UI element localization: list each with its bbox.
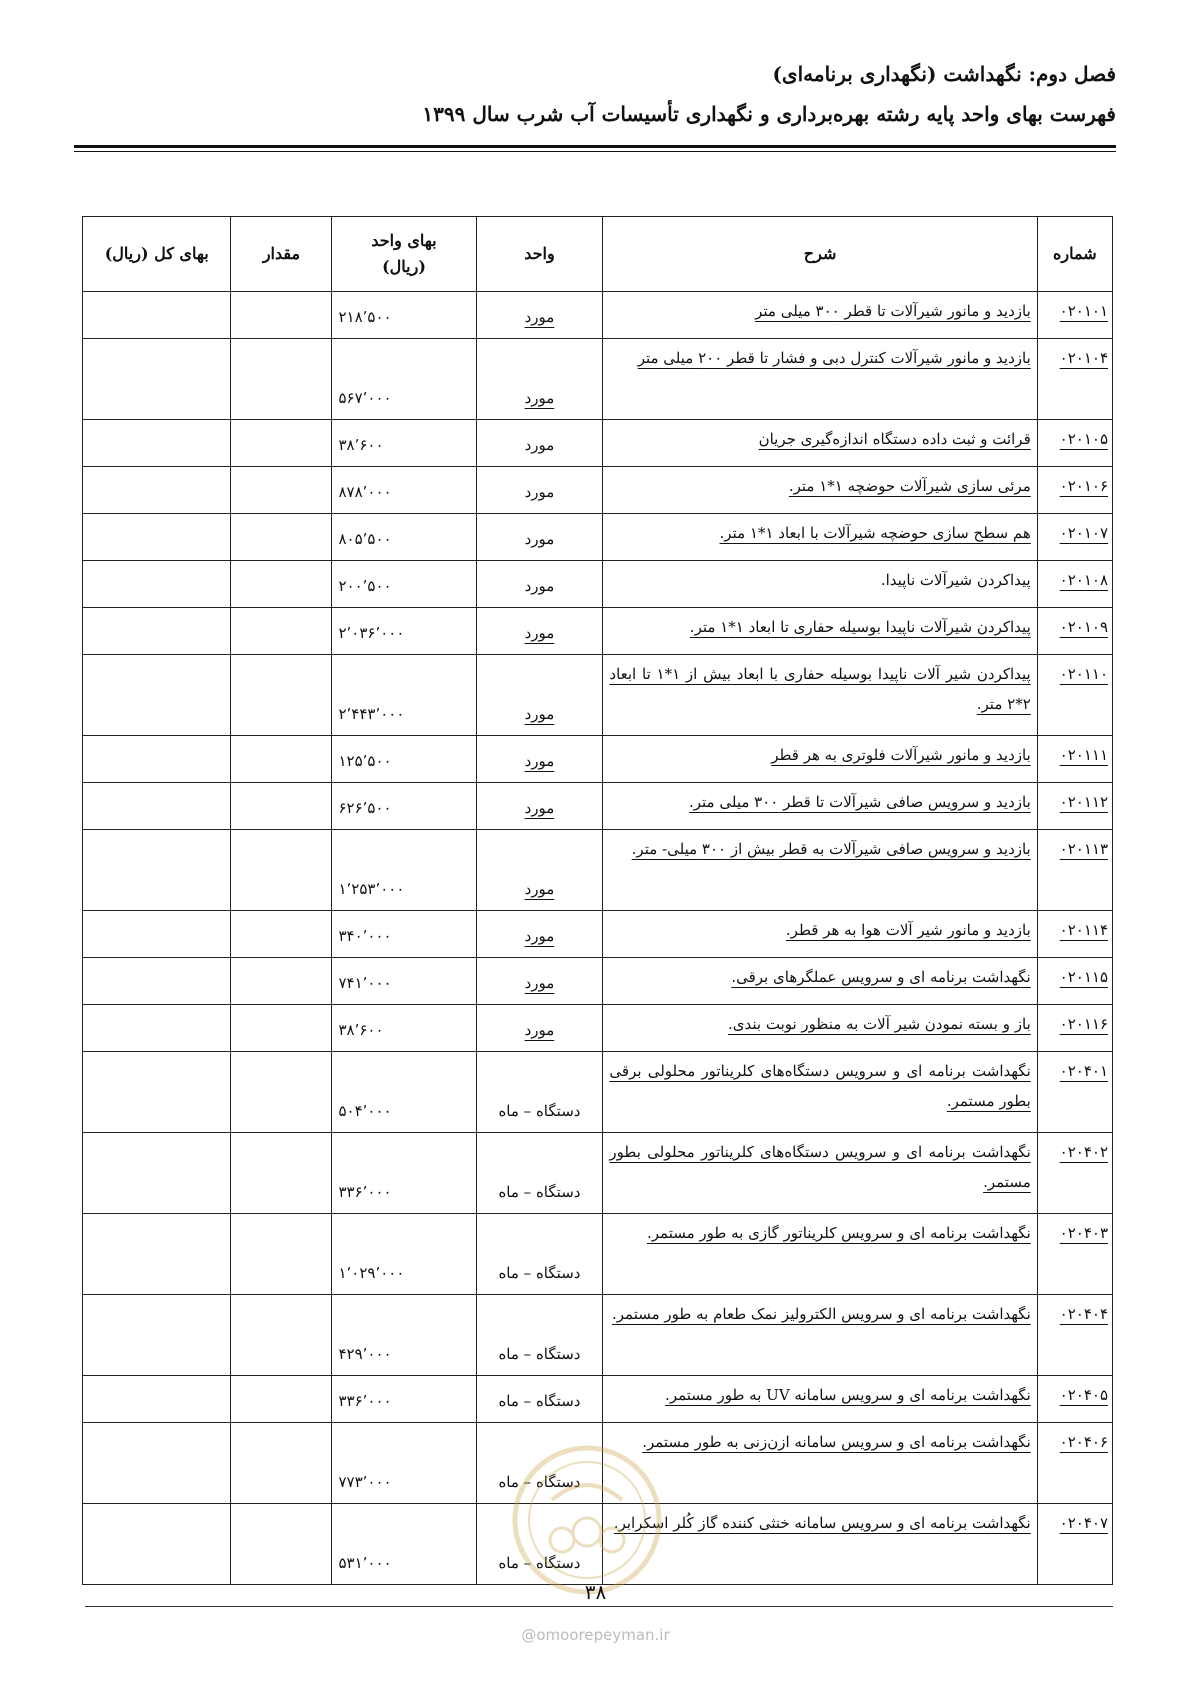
item-quantity <box>231 561 332 608</box>
item-unit-price: ۵۶۷٬۰۰۰ <box>332 339 476 420</box>
table-row <box>83 958 1113 1005</box>
item-unit: مورد <box>524 436 555 454</box>
item-quantity <box>231 1005 332 1052</box>
item-quantity <box>231 736 332 783</box>
table-row <box>83 783 1113 830</box>
item-unit-price: ۲۰۰٬۵۰۰ <box>332 561 476 608</box>
item-code: ۰۲۰۴۰۳ <box>1059 1224 1108 1242</box>
item-unit-price: ۸۷۸٬۰۰۰ <box>332 467 476 514</box>
item-description: بازدید و مانور شیرآلات کنترل دبی و فشار تا قطر ۲۰۰ میلی متر <box>637 349 1031 367</box>
item-unit: مورد <box>524 624 555 642</box>
item-code: ۰۲۰۴۰۷ <box>1059 1514 1108 1532</box>
item-unit-price: ۱٬۰۲۹٬۰۰۰ <box>332 1214 476 1295</box>
table-row <box>83 655 1113 736</box>
item-total <box>83 339 231 420</box>
item-unit: مورد <box>524 530 555 548</box>
item-description: نگهداشت برنامه ای و سرویس دستگاه‌های کلریناتور محلولی بطور مستمر. <box>609 1143 1031 1191</box>
item-unit: مورد <box>524 308 555 326</box>
item-total <box>83 1295 231 1376</box>
item-unit-price: ۳۳۶٬۰۰۰ <box>332 1376 476 1423</box>
item-description: نگهداشت برنامه ای و سرویس عملگرهای برقی. <box>731 968 1031 986</box>
header-unit-price-currency: (ریال) <box>382 257 426 276</box>
header-description: شرح <box>603 217 1037 292</box>
item-quantity <box>231 911 332 958</box>
item-unit-price: ۷۴۱٬۰۰۰ <box>332 958 476 1005</box>
table-row <box>83 1295 1113 1376</box>
item-total <box>83 292 231 339</box>
item-description: نگهداشت برنامه ای و سرویس سامانه ازن‌زنی به طور مستمر. <box>642 1433 1031 1451</box>
item-code: ۰۲۰۱۰۹ <box>1059 618 1108 636</box>
item-quantity <box>231 1295 332 1376</box>
item-code: ۰۲۰۱۱۱ <box>1059 746 1108 764</box>
table-row <box>83 830 1113 911</box>
page-header <box>74 62 1116 126</box>
item-unit-price: ۳۸٬۶۰۰ <box>332 420 476 467</box>
item-code: ۰۲۰۴۰۲ <box>1059 1143 1108 1161</box>
item-unit: مورد <box>524 974 555 992</box>
item-unit: مورد <box>524 1021 555 1039</box>
item-code: ۰۲۰۱۱۴ <box>1059 921 1108 939</box>
header-quantity: مقدار <box>231 217 332 292</box>
item-code: ۰۲۰۱۰۸ <box>1059 571 1108 589</box>
item-unit: دستگاه – ماه <box>498 1183 581 1201</box>
item-unit: مورد <box>524 880 555 898</box>
item-unit-price: ۱٬۲۵۳٬۰۰۰ <box>332 830 476 911</box>
item-unit-price: ۳۸٬۶۰۰ <box>332 1005 476 1052</box>
item-unit-price: ۳۴۰٬۰۰۰ <box>332 911 476 958</box>
item-description: پیداکردن شیرآلات ناپیدا بوسیله حفاری تا ابعاد ۱*۱ متر. <box>689 618 1031 636</box>
item-code: ۰۲۰۱۱۰ <box>1059 665 1108 683</box>
item-quantity <box>231 830 332 911</box>
watermark-seal-icon <box>507 1440 667 1600</box>
table-row <box>83 911 1113 958</box>
header-total-price: بهای کل (ریال) <box>83 217 231 292</box>
item-unit-price: ۲٬۰۳۶٬۰۰۰ <box>332 608 476 655</box>
site-url-watermark: @omoorepeyman.ir <box>521 1626 670 1644</box>
item-code: ۰۲۰۴۰۵ <box>1059 1386 1108 1404</box>
item-quantity <box>231 1504 332 1585</box>
item-code: ۰۲۰۱۱۵ <box>1059 968 1108 986</box>
item-quantity <box>231 339 332 420</box>
item-quantity <box>231 420 332 467</box>
table-row <box>83 1005 1113 1052</box>
item-unit-price: ۸۰۵٬۵۰۰ <box>332 514 476 561</box>
item-description: پیداکردن شیر آلات ناپیدا بوسیله حفاری با ابعاد بیش از ۱*۱ تا ابعاد ۲*۲ متر. <box>609 665 1031 713</box>
item-quantity <box>231 958 332 1005</box>
item-total <box>83 514 231 561</box>
item-total <box>83 1504 231 1585</box>
item-unit-price: ۲٬۴۴۳٬۰۰۰ <box>332 655 476 736</box>
item-code: ۰۲۰۱۰۴ <box>1059 349 1108 367</box>
table-header-row <box>83 217 1113 292</box>
table-row <box>83 467 1113 514</box>
item-code: ۰۲۰۱۰۵ <box>1059 430 1108 448</box>
header-rule-thin <box>74 151 1116 152</box>
item-total <box>83 1214 231 1295</box>
table-row <box>83 1376 1113 1423</box>
item-quantity <box>231 467 332 514</box>
document-title: فهرست بهای واحد پایه رشته بهره‌برداری و نگهداری تأسیسات آب شرب سال ۱۳۹۹ <box>422 102 1116 126</box>
item-quantity <box>231 1133 332 1214</box>
item-description: نگهداشت برنامه ای و سرویس سامانه UV به طور مستمر. <box>665 1386 1031 1404</box>
header-rule-thick <box>74 145 1116 148</box>
chapter-title: فصل دوم: نگهداشت (نگهداری برنامه‌ای) <box>772 62 1116 86</box>
item-quantity <box>231 655 332 736</box>
item-total <box>83 1052 231 1133</box>
item-quantity <box>231 1423 332 1504</box>
item-code: ۰۲۰۴۰۱ <box>1059 1062 1108 1080</box>
item-code: ۰۲۰۱۱۶ <box>1059 1015 1108 1033</box>
item-total <box>83 830 231 911</box>
table-row <box>83 292 1113 339</box>
header-code: شماره <box>1037 217 1112 292</box>
item-code: ۰۲۰۱۱۲ <box>1059 793 1108 811</box>
item-total <box>83 783 231 830</box>
item-description: نگهداشت برنامه ای و سرویس سامانه خنثی کننده گاز کُلر اسکرابر. <box>613 1514 1031 1532</box>
item-description: بازدید و سرویس صافی شیرآلات به قطر بیش از ۳۰۰ میلی- متر. <box>631 840 1031 858</box>
item-total <box>83 958 231 1005</box>
table-row <box>83 420 1113 467</box>
item-unit: مورد <box>524 752 555 770</box>
item-total <box>83 420 231 467</box>
item-description: قرائت و ثبت داده دستگاه اندازه‌گیری جریان <box>758 430 1031 448</box>
item-code: ۰۲۰۱۱۳ <box>1059 840 1108 858</box>
item-unit: دستگاه – ماه <box>498 1102 581 1120</box>
item-total <box>83 911 231 958</box>
table-row <box>83 1052 1113 1133</box>
item-quantity <box>231 1052 332 1133</box>
item-description: پیداکردن شیرآلات ناپیدا. <box>880 571 1031 589</box>
table-row <box>83 608 1113 655</box>
item-unit: دستگاه – ماه <box>498 1554 581 1572</box>
item-total <box>83 1005 231 1052</box>
item-quantity <box>231 514 332 561</box>
item-unit-price: ۴۲۹٬۰۰۰ <box>332 1295 476 1376</box>
item-code: ۰۲۰۴۰۴ <box>1059 1305 1108 1323</box>
item-unit-price: ۳۳۶٬۰۰۰ <box>332 1133 476 1214</box>
item-unit: دستگاه – ماه <box>498 1392 581 1410</box>
header-unit-price <box>332 217 476 292</box>
table-row <box>83 514 1113 561</box>
item-description: هم سطح سازی حوضچه شیرآلات با ابعاد ۱*۱ متر. <box>719 524 1031 542</box>
item-description: بازدید و مانور شیر آلات هوا به هر قطر. <box>785 921 1031 939</box>
item-unit: دستگاه – ماه <box>498 1345 581 1363</box>
table-row <box>83 1214 1113 1295</box>
item-description: باز و بسته نمودن شیر آلات به منظور نوبت بندی. <box>727 1015 1031 1033</box>
item-description: بازدید و مانور شیرآلات فلوتری به هر قطر <box>771 746 1031 764</box>
item-unit-price: ۵۳۱٬۰۰۰ <box>332 1504 476 1585</box>
item-unit-price: ۵۰۴٬۰۰۰ <box>332 1052 476 1133</box>
item-code: ۰۲۰۱۰۱ <box>1059 302 1108 320</box>
header-unit-price-label: بهای واحد <box>371 231 437 251</box>
item-description: نگهداشت برنامه ای و سرویس کلریناتور گازی به طور مستمر. <box>646 1224 1031 1242</box>
item-total <box>83 1376 231 1423</box>
item-quantity <box>231 608 332 655</box>
price-table <box>82 216 1113 1585</box>
item-description: بازدید و سرویس صافی شیرآلات تا قطر ۳۰۰ میلی متر. <box>688 793 1031 811</box>
item-unit-price: ۲۱۸٬۵۰۰ <box>332 292 476 339</box>
item-total <box>83 467 231 514</box>
item-code: ۰۲۰۱۰۶ <box>1059 477 1108 495</box>
table-row <box>83 1133 1113 1214</box>
item-total <box>83 608 231 655</box>
item-total <box>83 1423 231 1504</box>
item-description: نگهداشت برنامه ای و سرویس دستگاه‌های کلریناتور محلولی برقی بطور مستمر. <box>609 1062 1031 1110</box>
table-row <box>83 561 1113 608</box>
header-unit: واحد <box>476 217 603 292</box>
item-unit: مورد <box>524 799 555 817</box>
footer-rule <box>85 1606 1113 1607</box>
item-description: مرئی سازی شیرآلات حوضچه ۱*۱ متر. <box>788 477 1031 495</box>
item-unit: مورد <box>524 577 555 595</box>
item-quantity <box>231 1376 332 1423</box>
item-unit: مورد <box>524 483 555 501</box>
item-total <box>83 736 231 783</box>
item-total <box>83 561 231 608</box>
item-unit: مورد <box>524 389 555 407</box>
item-unit: مورد <box>524 927 555 945</box>
item-total <box>83 655 231 736</box>
item-quantity <box>231 292 332 339</box>
item-total <box>83 1133 231 1214</box>
item-unit: مورد <box>524 705 555 723</box>
item-unit-price: ۱۲۵٬۵۰۰ <box>332 736 476 783</box>
page-number: ۳۸ <box>584 1580 607 1604</box>
item-quantity <box>231 1214 332 1295</box>
table-row <box>83 339 1113 420</box>
item-quantity <box>231 783 332 830</box>
item-unit-price: ۶۲۶٬۵۰۰ <box>332 783 476 830</box>
table-row <box>83 736 1113 783</box>
item-code: ۰۲۰۱۰۷ <box>1059 524 1108 542</box>
item-description: بازدید و مانور شیرآلات تا قطر ۳۰۰ میلی متر <box>755 302 1031 320</box>
item-unit: دستگاه – ماه <box>498 1264 581 1282</box>
item-unit-price: ۷۷۳٬۰۰۰ <box>332 1423 476 1504</box>
item-unit: دستگاه – ماه <box>498 1473 581 1491</box>
item-code: ۰۲۰۴۰۶ <box>1059 1433 1108 1451</box>
item-description: نگهداشت برنامه ای و سرویس الکترولیز نمک طعام به طور مستمر. <box>611 1305 1031 1323</box>
